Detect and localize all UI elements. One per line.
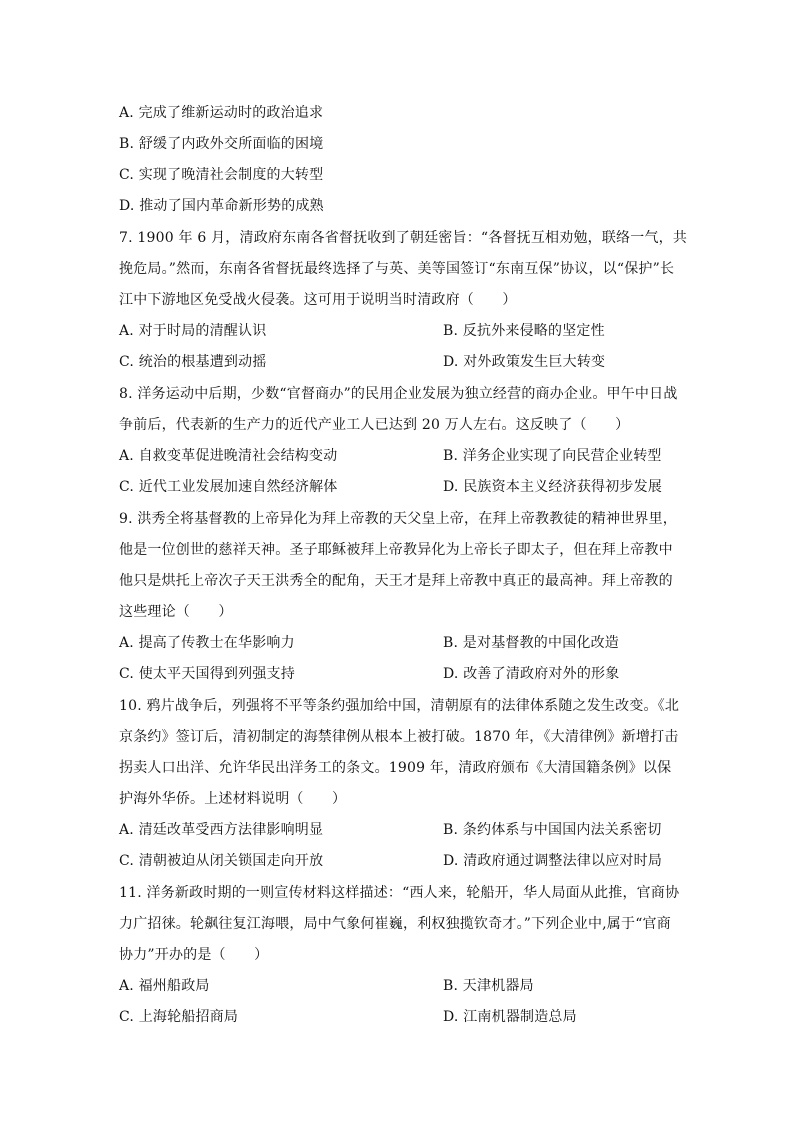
q8-option-a: A. 自救变革促进晚清社会结构变动 bbox=[119, 448, 338, 464]
q9-option-c: C. 使太平天国得到列强支持 bbox=[119, 666, 295, 682]
q8-option-d: D. 民族资本主义经济获得初步发展 bbox=[443, 479, 663, 495]
q11-stem-line-2: 力广招徕。轮飙往复江海喂，局中气象何崔巍，利权独揽钦奇才。”下列企业中,属于“官商 bbox=[119, 916, 671, 932]
q10-stem-line-4: 护海外华侨。上述材料说明（ ） bbox=[119, 791, 347, 807]
q8-option-b: B. 洋务企业实现了向民营企业转型 bbox=[443, 448, 662, 464]
q11-option-d: D. 江南机器制造总局 bbox=[443, 1009, 577, 1025]
q10-option-c: C. 清朝被迫从闭关锁国走向开放 bbox=[119, 853, 324, 869]
q10-option-b: B. 条约体系与中国国内法关系密切 bbox=[443, 822, 662, 838]
q9-stem-line-2: 他是一位创世的慈祥天神。圣子耶稣被拜上帝教异化为上帝长子即太子，但在拜上帝教中 bbox=[119, 542, 673, 558]
q9-option-b: B. 是对基督教的中国化改造 bbox=[443, 635, 619, 651]
q11-stem-line-3: 协力”开办的是（ ） bbox=[119, 947, 269, 963]
q9-stem-line-4: 这些理论（ ） bbox=[119, 604, 233, 620]
q10-option-a: A. 清廷改革受西方法律影响明显 bbox=[119, 822, 324, 838]
q11-option-c: C. 上海轮船招商局 bbox=[119, 1009, 239, 1025]
q7-stem-line-1: 7. 1900 年 6 月，清政府东南各省督抚收到了朝廷密旨：“各督抚互相劝勉，联络一气，共 bbox=[119, 230, 688, 246]
q10-stem-line-2: 京条约》签订后，清初制定的海禁律例从根本上被打破。1870 年，《大清律例》新增打击 bbox=[119, 729, 679, 745]
q9-stem-line-3: 他只是烘托上帝次子天王洪秀全的配角，天王才是拜上帝教中真正的最高神。拜上帝教的 bbox=[119, 573, 673, 589]
q6-option-b: B. 舒缓了内政外交所面临的困境 bbox=[119, 136, 324, 152]
q9-option-a: A. 提高了传教士在华影响力 bbox=[119, 635, 295, 651]
q8-option-c: C. 近代工业发展加速自然经济解体 bbox=[119, 479, 338, 495]
q6-option-a: A. 完成了维新运动时的政治追求 bbox=[119, 105, 324, 121]
q7-stem-line-2: 挽危局。”然而，东南各省督抚最终选择了与英、美等国签订“东南互保”协议，以“保护”长 bbox=[119, 261, 675, 277]
q6-option-c: C. 实现了晚清社会制度的大转型 bbox=[119, 167, 324, 183]
q8-stem-line-1: 8. 洋务运动中后期，少数“官督商办”的民用企业发展为独立经营的商办企业。甲午中日战 bbox=[119, 386, 678, 402]
q10-option-d: D. 清政府通过调整法律以应对时局 bbox=[443, 853, 663, 869]
q6-option-d: D. 推动了国内革命新形势的成熟 bbox=[119, 198, 324, 214]
q11-stem-line-1: 11. 洋务新政时期的一则宣传材料这样描述：“西人来，轮船开，华人局面从此推，官商协 bbox=[119, 885, 680, 901]
q9-stem-line-1: 9. 洪秀全将基督教的上帝异化为拜上帝教的天父皇上帝，在拜上帝教教徒的精神世界里， bbox=[119, 511, 678, 527]
q10-stem-line-3: 拐卖人口出洋、允许华民出洋务工的条文。1909 年，清政府颁布《大清国籍条例》以保 bbox=[119, 760, 672, 776]
q8-stem-line-2: 争前后，代表新的生产力的近代产业工人已达到 20 万人左右。这反映了（ ） bbox=[119, 417, 630, 433]
q11-option-b: B. 天津机器局 bbox=[443, 978, 534, 994]
q11-option-a: A. 福州船政局 bbox=[119, 978, 210, 994]
q7-option-b: B. 反抗外来侵略的坚定性 bbox=[443, 323, 605, 339]
q7-stem-line-3: 江中下游地区免受战火侵袭。这可用于说明当时清政府（ ） bbox=[119, 292, 517, 308]
q7-option-a: A. 对于时局的清醒认识 bbox=[119, 323, 267, 339]
q7-option-c: C. 统治的根基遭到动摇 bbox=[119, 354, 267, 370]
q7-option-d: D. 对外政策发生巨大转变 bbox=[443, 354, 606, 370]
q9-option-d: D. 改善了清政府对外的形象 bbox=[443, 666, 620, 682]
q10-stem-line-1: 10. 鸦片战争后，列强将不平等条约强加给中国，清朝原有的法律体系随之发生改变。《北 bbox=[119, 698, 680, 714]
